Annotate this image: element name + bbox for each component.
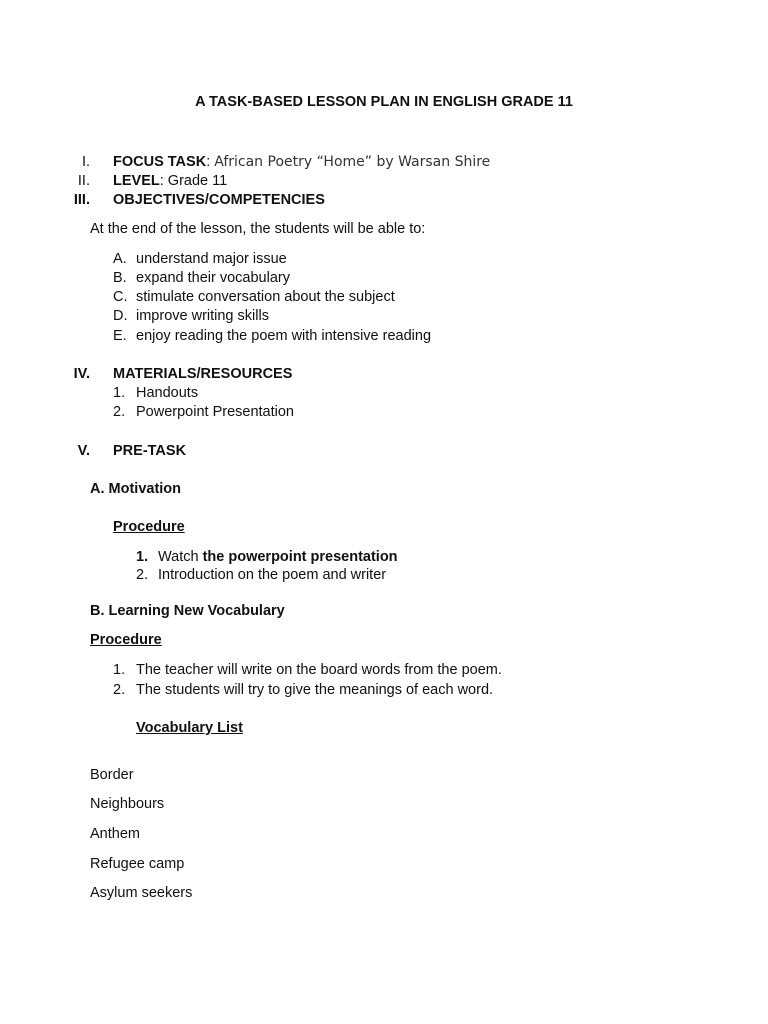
section-number-iii: III. (73, 192, 90, 208)
objective-text: stimulate conversation about the subject (136, 289, 395, 305)
vocabulary-procedure-heading: Procedure (90, 632, 162, 648)
vocabulary-word: Asylum seekers (90, 885, 193, 901)
vocabulary-step-number: 2. (113, 682, 126, 698)
motivation-heading: A. Motivation (90, 481, 182, 497)
focus-task-separator: : (206, 154, 211, 170)
focus-task-value: African Poetry “Home” by Warsan Shire (214, 154, 491, 170)
pretask-heading: PRE-TASK (113, 443, 187, 459)
material-number: 2. (113, 404, 126, 420)
material-number: 1. (113, 385, 126, 401)
vocabulary-step-text: The students will try to give the meanings of each word. (136, 682, 494, 698)
material-text: Handouts (136, 385, 199, 401)
focus-task-line (113, 153, 490, 171)
section-number-i: I. (81, 154, 90, 170)
objective-text: enjoy reading the poem with intensive reading (136, 328, 432, 344)
objective-text: improve writing skills (136, 308, 269, 324)
section-number-ii: II. (77, 173, 90, 189)
vocabulary-heading: B. Learning New Vocabulary (90, 603, 285, 619)
level-value: : Grade 11 (159, 173, 228, 189)
material-text: Powerpoint Presentation (136, 404, 294, 420)
motivation-step-lead: Watch (158, 549, 203, 565)
level-line (113, 172, 227, 190)
objective-letter: C. (113, 289, 128, 305)
motivation-step-number: 2. (136, 567, 149, 583)
objective-letter: B. (113, 270, 127, 286)
section-number-iv: IV. (73, 366, 90, 382)
page-title: A TASK-BASED LESSON PLAN IN ENGLISH GRADE 11 (195, 94, 573, 110)
objective-letter: E. (113, 328, 127, 344)
motivation-procedure-heading: Procedure (113, 519, 185, 535)
level-label: LEVEL (113, 173, 160, 189)
section-number-v: V. (77, 443, 90, 459)
vocabulary-list-title: Vocabulary List (136, 720, 243, 736)
vocabulary-word: Refugee camp (90, 856, 185, 872)
objective-letter: D. (113, 308, 128, 324)
motivation-step-text (158, 548, 398, 566)
motivation-step-number: 1. (136, 549, 149, 565)
focus-task-label: FOCUS TASK (113, 154, 207, 170)
vocabulary-step-number: 1. (113, 662, 126, 678)
motivation-step-text: Introduction on the poem and writer (158, 567, 387, 583)
objective-text: understand major issue (136, 251, 287, 267)
vocabulary-word: Anthem (90, 826, 140, 842)
objective-letter: A. (113, 251, 127, 267)
vocabulary-step-text: The teacher will write on the board words from the poem. (136, 662, 502, 678)
vocabulary-word: Border (90, 767, 134, 783)
motivation-step-bold: the powerpoint presentation (202, 549, 398, 565)
materials-heading: MATERIALS/RESOURCES (113, 366, 293, 382)
objectives-heading: OBJECTIVES/COMPETENCIES (113, 192, 325, 208)
objectives-intro: At the end of the lesson, the students will be able to: (90, 221, 426, 237)
objective-text: expand their vocabulary (136, 270, 290, 286)
vocabulary-word: Neighbours (90, 796, 165, 812)
